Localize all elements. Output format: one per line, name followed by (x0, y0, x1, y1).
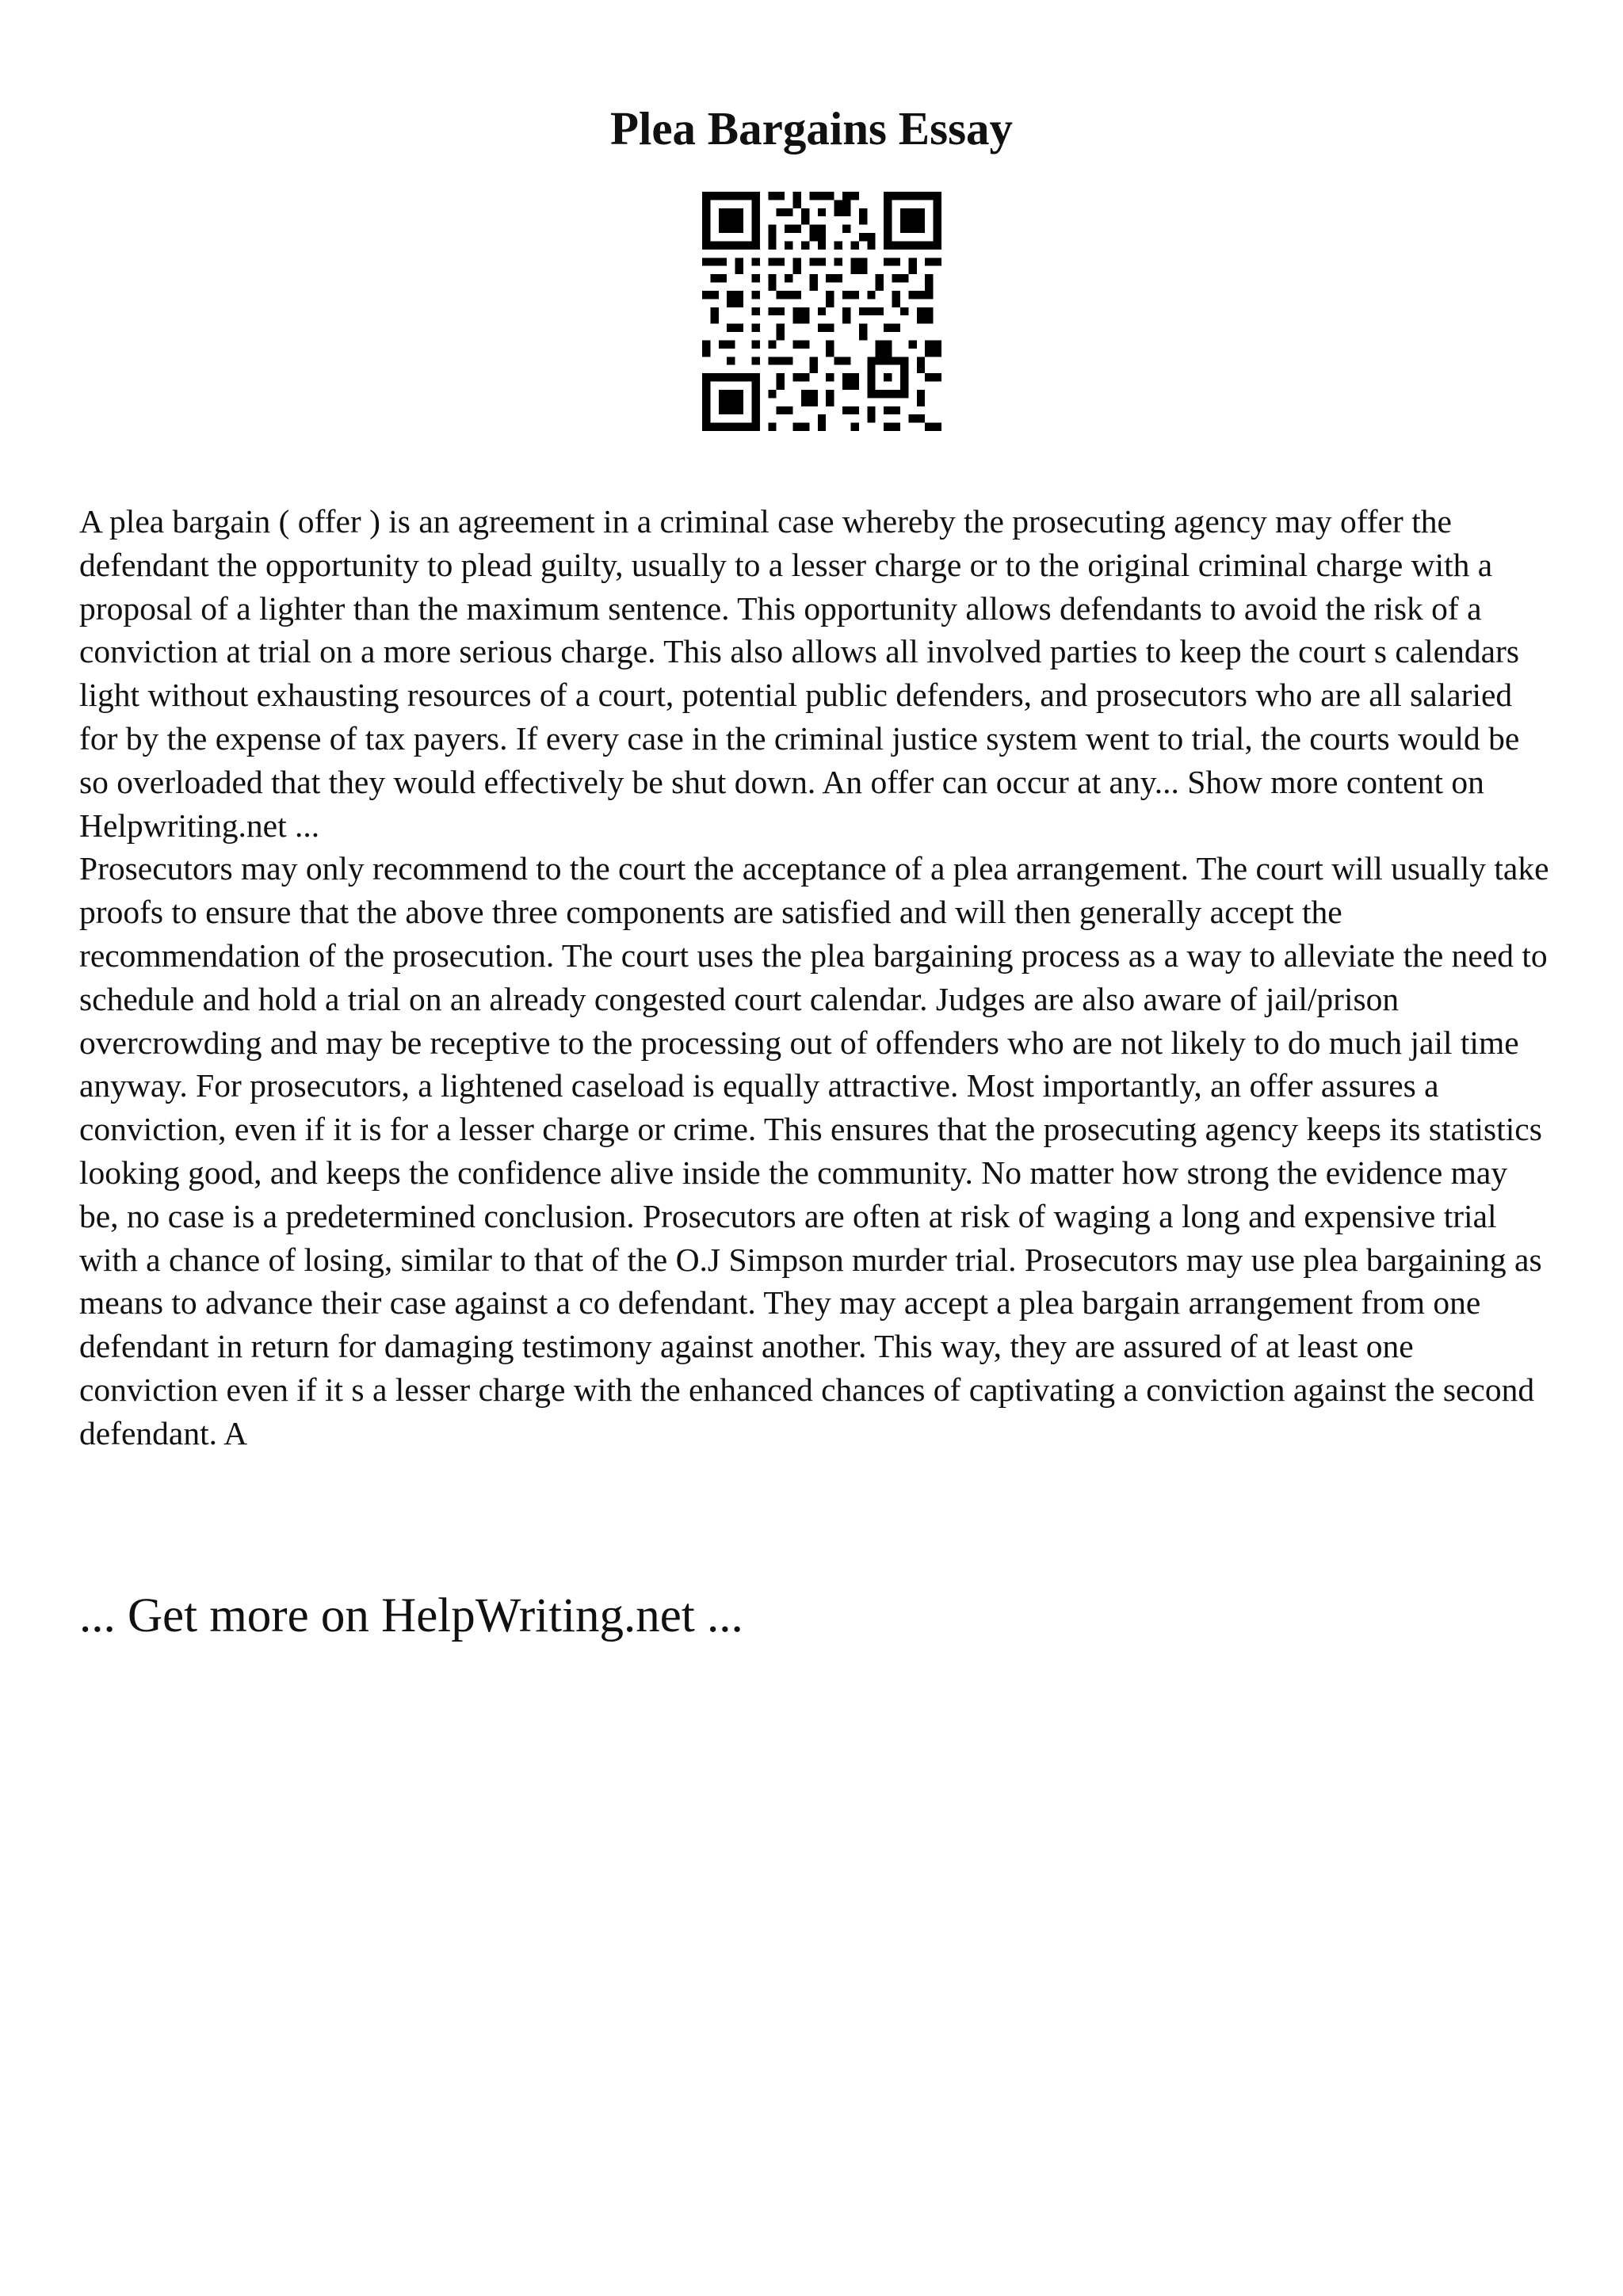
essay-paragraph-1: A plea bargain ( offer ) is an agreement in a criminal case whereby the prosecuting agency may offer the defendant the opportunity to plead guilty, usually to a lesser charge or to the original criminal charge with a proposal of a lighter than the maximum sentence. This opportunity allows defendants to avoid the risk of a conviction at trial on a more serious charge. This also allows all involved parties to keep the court s calendars light without exhausting resources of a court, potential public defenders, and prosecutors who are all salaried for by the expense of tax payers. If every case in the criminal justice system went to trial, the courts would be so overloaded that they would effectively be shut down. An offer can occur at any... Show more content on Helpwriting.net ... (79, 503, 1520, 844)
essay-paragraph-2: Prosecutors may only recommend to the court the acceptance of a plea arrangement. The court will usually take proofs to ensure that the above three components are satisfied and will then generally accept the recommendation of the prosecution. The court uses the plea bargaining process as a way to alleviate the need to schedule and hold a trial on an already congested court calendar. Judges are also aware of jail/prison overcrowding and may be receptive to the processing out of offenders who are not likely to do much jail time anyway. For prosecutors, a lightened caseload is equally attractive. Most importantly, an offer assures a conviction, even if it is for a lesser charge or crime. This ensures that the prosecuting agency keeps its statistics looking good, and keeps the confidence alive inside the community. No matter how strong the evidence may be, no case is a predetermined conclusion. Prosecutors are often at risk of waging a long and expensive trial with a chance of losing, similar to that of the O.J Simpson murder trial. Prosecutors may use plea bargaining as means to advance their case against a co defendant. They may accept a plea bargain arrangement from one defendant in return for damaging testimony against another. This way, they are assured of at least one conviction even if it s a lesser charge with the enhanced chances of captivating a conviction against the second defendant. A (79, 850, 1549, 1451)
get-more-link[interactable]: ... Get more on HelpWriting.net ... (79, 1589, 743, 1642)
qr-code-icon (702, 192, 941, 431)
essay-body (79, 500, 1553, 1455)
document-title: Plea Bargains Essay (609, 102, 1014, 154)
